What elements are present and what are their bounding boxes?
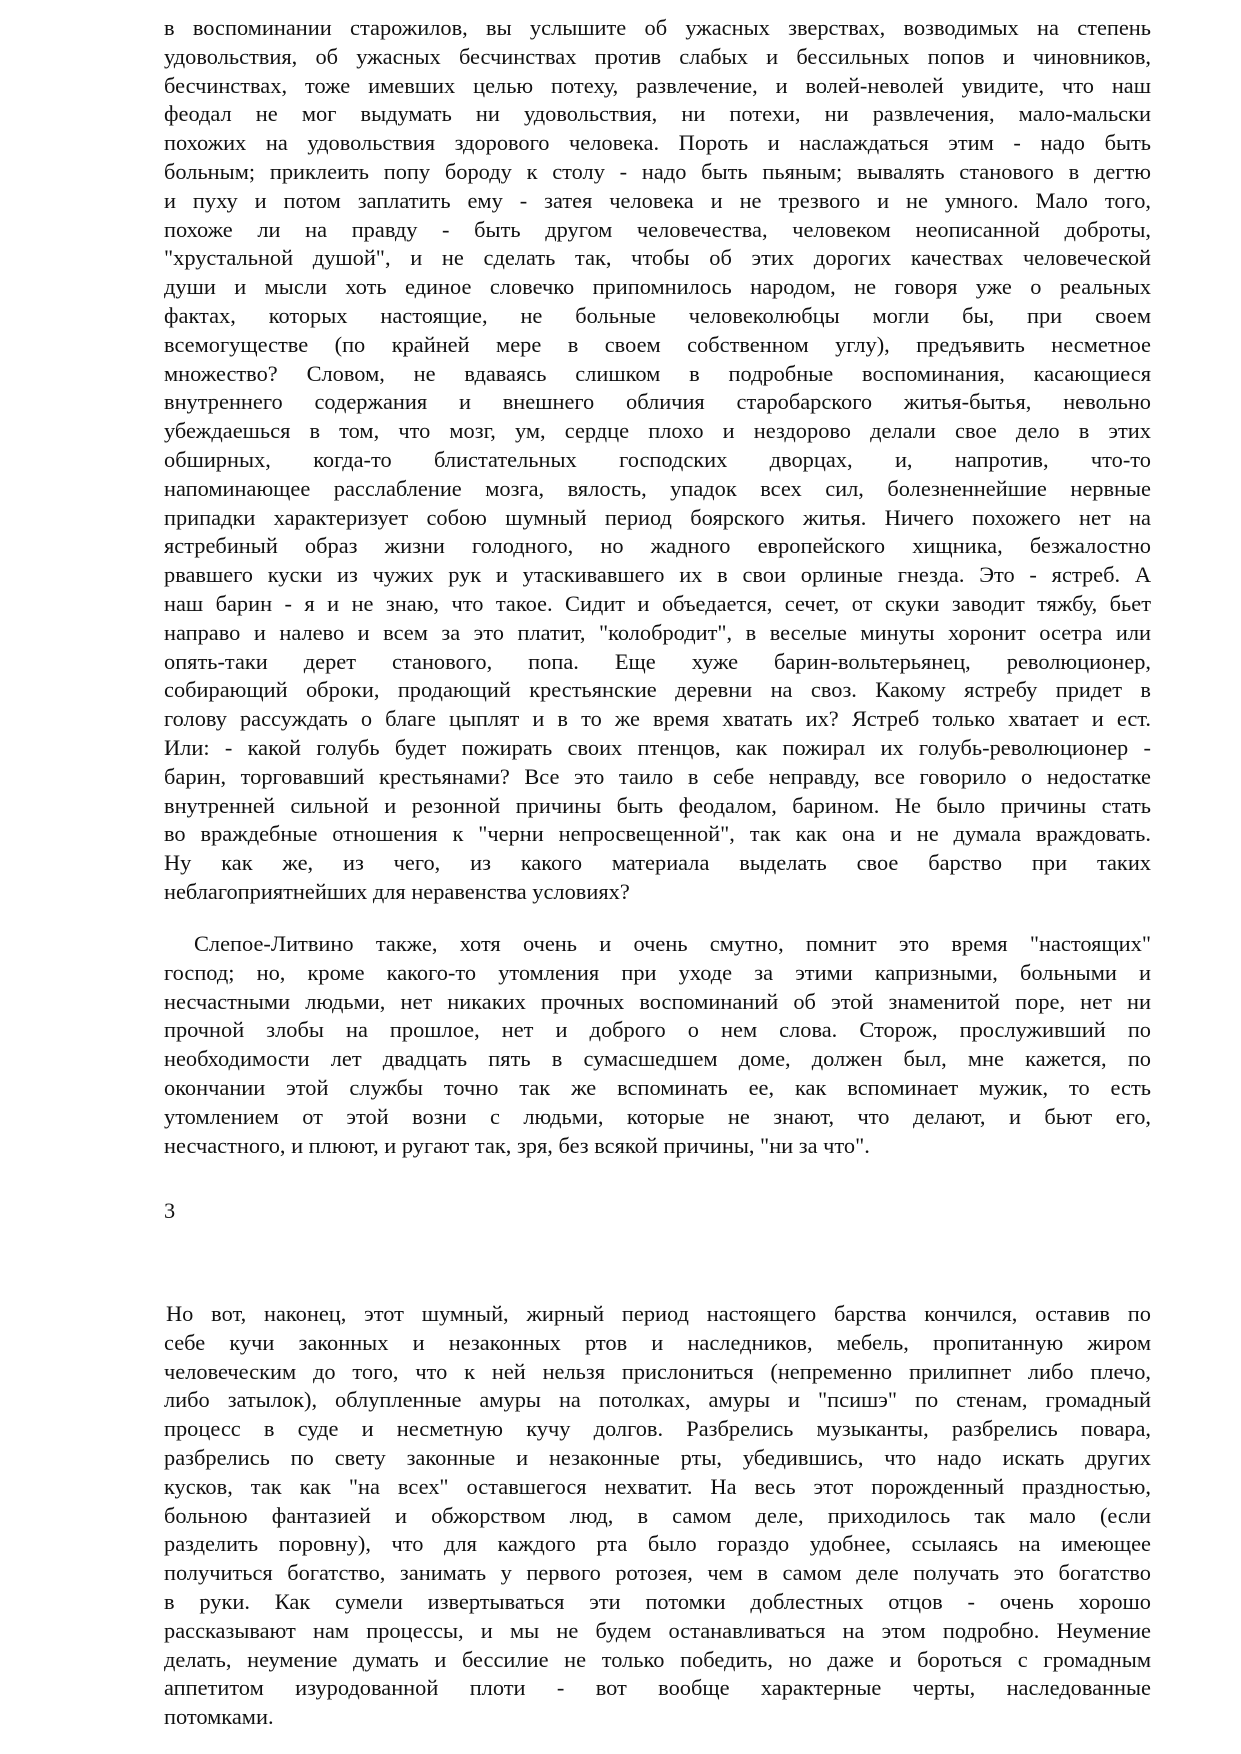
text-line: ястребиный образ жизни голодного, но жадного европейского хищника, безжалостно [164,533,1151,559]
text-line: опять-таки дерет станового, попа. Еще хуже барин-вольтерьянец, революционер, [164,648,1151,674]
text-line: голову рассуждать о благе цыплят и в то же время хватать их? Ястреб только хватает и ест. [164,706,1151,732]
text-line: рвавшего куски из чужих рук и утаскивавшего их в свои орлиные гнезда. Это - ястреб. А [164,562,1151,588]
text-line: барин, торговавший крестьянами? Все это таило в себе неправду, все говорило о недостатке [164,763,1151,789]
text-line: разбрелись по свету законные и незаконные рты, убедившись, что надо искать других [164,1444,1151,1470]
text-line: необходимости лет двадцать пять в сумасшедшем доме, должен был, мне кажется, по [164,1046,1151,1072]
text-line: прочной злобы на прошлое, нет и доброго о нем слова. Сторож, прослуживший по [164,1017,1151,1043]
text-line: удовольствия, об ужасных бесчинствах против слабых и бессильных попов и чиновников, [164,43,1151,69]
text-line: Или: - какой голубь будет пожирать своих птенцов, как пожирал их голубь-революционер - [164,734,1151,760]
text-line: души и мысли хоть единое словечко припомнилось народом, не говоря уже о реальных [164,274,1151,300]
text-line: Ну как же, из чего, из какого материала выделать свое барство при таких [164,850,1151,876]
text-line: получиться богатство, занимать у первого ротозея, чем в самом деле получать это богатство [164,1560,1151,1586]
text-line: утомлением от этой возни с людьми, которые не знают, что делают, и бьют его, [164,1103,1151,1129]
text-line: похоже ли на правду - быть другом человечества, человеком неописанной доброты, [164,216,1151,242]
text-line: кусков, так как "на всех" оставшегося нехватит. На весь этот порожденный праздностью, [164,1473,1151,1499]
text-line: аппетитом изуродованной плоти - вот вообще характерные черты, наследованные [164,1675,1151,1701]
text-line: либо затылок), облупленные амуры на потолках, амуры и "псишэ" по стенам, громадный [164,1387,1151,1413]
text-line: множество? Словом, не вдаваясь слишком в подробные воспоминания, касающиеся [164,360,1151,386]
text-line: внутреннего содержания и внешнего обличия старобарского житья-бытья, невольно [164,389,1151,415]
text-line: наш барин - я и не знаю, что такое. Сидит и объедается, сечет, от скуки заводит тяжбу, бьет [164,590,1151,616]
text-line: человеческим до того, что к ней нельзя прислониться (непременно прилипнет либо плечо, [164,1358,1151,1384]
text-line: припадки характеризует собою шумный период боярского житья. Ничего похожего нет на [164,504,1151,530]
text-line: окончании этой службы точно так же вспоминать ее, как вспоминает мужик, то есть [164,1074,1151,1100]
text-line: убеждаешься в том, что мозг, ум, сердце плохо и нездорово делали свое дело в этих [164,418,1151,444]
text-line: несчастными людьми, нет никаких прочных воспоминаний об этой знаменитой поре, нет ни [164,988,1151,1014]
text-line: бесчинствах, тоже имевших целью потеху, развлечение, и волей-неволей увидите, что наш [164,72,1151,98]
text-line: Но вот, наконец, этот шумный, жирный период настоящего барства кончился, оставив по [166,1301,1151,1326]
text-line: собирающий оброки, продающий крестьянские деревни на своз. Какому ястребу придет в [164,677,1151,703]
text-line: неблагоприятнейших для неравенства условиях? [164,878,630,904]
text-line: в воспоминании старожилов, вы услышите об ужасных зверствах, возводимых на степень [164,15,1151,40]
text-line: напоминающее расслабление мозга, вялость, упадок всех сил, болезненнейшие нервные [164,475,1151,501]
text-line: похожих на удовольствия здорового человека. Пороть и наслаждаться этим - надо быть [164,130,1151,156]
text-line: больною фантазией и обжорством люд, в самом деле, приходилось так мало (если [164,1502,1151,1528]
paragraph-1 [164,14,1151,907]
text-line: "хрустальной душой", и не сделать так, чтобы об этих дорогих качествах человеческой [164,245,1151,271]
text-line: феодал не мог выдумать ни удовольствия, ни потехи, ни развлечения, мало-мальски [164,101,1151,127]
text-line: делать, неумение думать и бессилие не только победить, но даже и бороться с громадным [164,1646,1151,1672]
text-line: всемогуществе (по крайней мере в своем собственном углу), предъявить несметное [164,331,1151,357]
text-line: несчастного, и плюют, и ругают так, зря, без всякой причины, "ни за что". [164,1132,870,1158]
text-line: обширных, когда-то блистательных господских дворцах, и, напротив, что-то [164,446,1151,472]
text-line: потомками. [164,1704,274,1730]
text-line: в руки. Как сумели извертываться эти потомки доблестных отцов - очень хорошо [164,1588,1151,1614]
text-line: во враждебные отношения к "черни непросвещенной", так как она и не думала враждовать. [164,821,1151,847]
text-line: Слепое-Литвино также, хотя очень и очень смутно, помнит это время "настоящих" [194,931,1151,956]
text-line: внутренней сильной и резонной причины быть феодалом, барином. Не было причины стать [164,792,1151,818]
chapter-number: 3 [164,1198,176,1223]
paragraph-2 [164,930,1151,1160]
paragraph-3 [164,1300,1151,1732]
text-line: процесс в суде и несметную кучу долгов. Разбрелись музыканты, разбрелись повара, [164,1416,1151,1442]
text-line: направо и налево и всем за это платит, "колобродит", в веселые минуты хоронит осетра или [164,619,1151,645]
text-line: и пуху и потом заплатить ему - затея человека и не трезвого и не умного. Мало того, [164,187,1151,213]
text-line: больным; приклеить попу бороду к столу - надо быть пьяным; вывалять станового в дегтю [164,158,1151,184]
text-line: господ; но, кроме какого-то утомления при уходе за этими капризными, больными и [164,959,1151,985]
text-line: разделить поровну), что для каждого рта было гораздо удобнее, ссылаясь на имеющее [164,1531,1151,1557]
text-line: рассказывают нам процессы, и мы не будем останавливаться на этом подробно. Неумение [164,1617,1151,1643]
text-line: себе кучи законных и незаконных ртов и наследников, мебель, пропитанную жиром [164,1329,1151,1355]
text-line: фактах, которых настоящие, не больные человеколюбцы могли бы, при своем [164,302,1151,328]
